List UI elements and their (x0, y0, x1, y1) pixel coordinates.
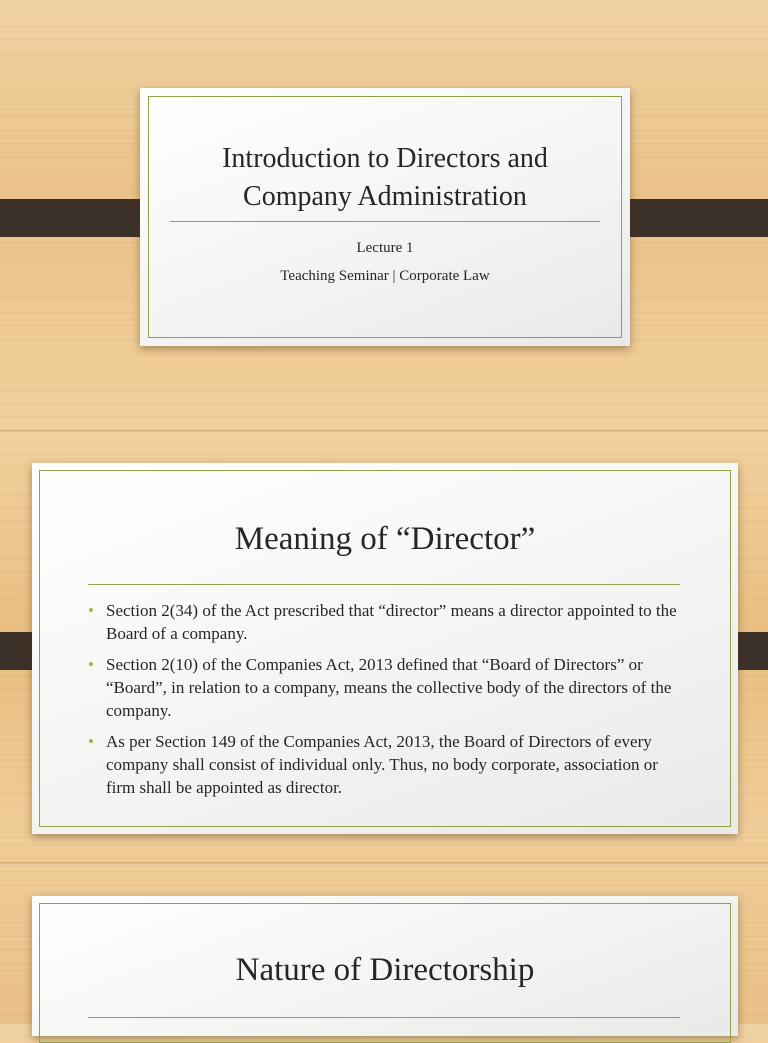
plank-seam (0, 430, 768, 433)
slide-title: Nature of Directorship (235, 952, 535, 988)
bullet-dot-icon: • (88, 732, 94, 751)
title-divider (170, 221, 600, 222)
list-item (88, 653, 688, 722)
bullet-dot-icon: • (88, 655, 94, 674)
slide-title (160, 140, 610, 216)
list-item-text: Section 2(34) of the Act prescribed that “director” means a director appointed to the Board of a company. (106, 601, 677, 643)
content-slide[interactable] (32, 463, 738, 834)
slide-tab-right (612, 199, 768, 237)
list-item-text: As per Section 149 of the Companies Act, 2013, the Board of Directors of every company shall consist of individual only. Thus, no body corporate, association or firm shall be appointed as director. (106, 732, 658, 797)
bullet-dot-icon: • (88, 601, 94, 620)
list-item-text: Section 2(10) of the Companies Act, 2013 defined that “Board of Directors” or “Board”, in relation to a company, means the collective body of the directors of the company. (106, 655, 672, 720)
title-line: Introduction to Directors and (222, 143, 548, 174)
plank-seam (0, 862, 768, 865)
course-name: Teaching Seminar | Corporate Law (280, 268, 490, 284)
content-slide[interactable] (32, 896, 738, 1036)
title-divider (88, 1017, 680, 1018)
title-line: Company Administration (243, 181, 527, 212)
slide-tab-left (0, 199, 156, 237)
title-divider (88, 584, 680, 585)
bullet-list (88, 599, 688, 807)
list-item (88, 730, 688, 799)
lecture-number: Lecture 1 (356, 240, 414, 256)
slide-frame (148, 96, 622, 338)
slide-title: Meaning of “Director” (234, 521, 536, 557)
slide-subtitle (160, 234, 610, 290)
title-slide[interactable] (140, 88, 630, 346)
list-item (88, 599, 688, 645)
